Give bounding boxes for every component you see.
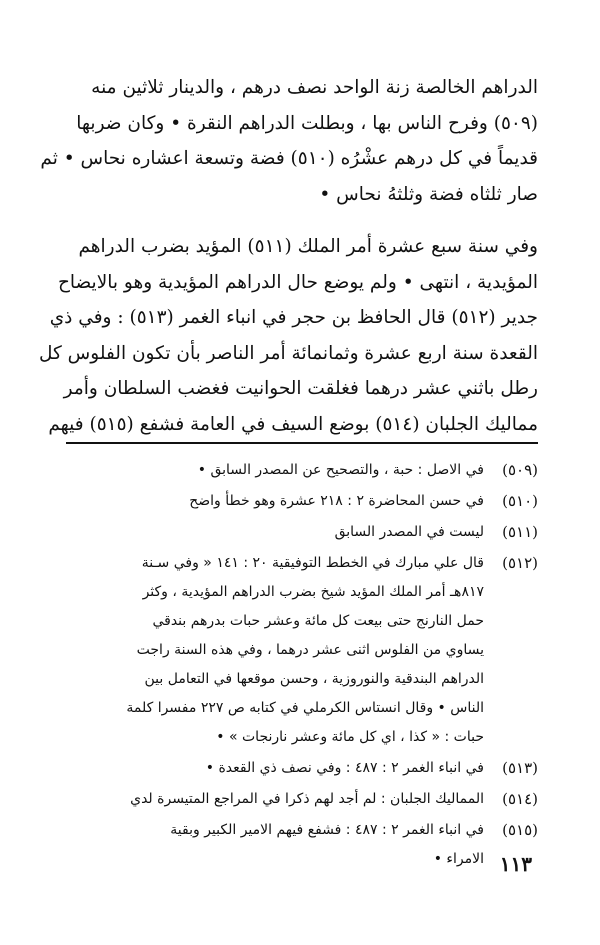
footnote-line: يساوي من الفلوس اثنى عشر درهما ، وفي هذه السنة راجت — [136, 642, 484, 658]
text-line: وفي سنة سبع عشرة أمر الملك (٥١١) المؤيد بضرب الدراهم — [78, 236, 538, 257]
footnote-number: (٥١٤) — [502, 790, 538, 808]
paragraph-1 — [40, 70, 538, 212]
footnote-line: الناس • وقال انستاس الكرملي في كتابه ص ٢٢٧ مفسرا كلمة — [126, 700, 484, 716]
footnote-line: قال علي مبارك في الخطط التوفيقية ٢٠ : ١٤١ « وفي سـنة — [141, 555, 484, 571]
footnote-509 — [66, 456, 538, 485]
footnote-513 — [66, 754, 538, 783]
footnote-line: ٨١٧هـ أمر الملك المؤيد شيخ بضرب الدراهم المؤيدية ، وكثر — [142, 584, 484, 600]
text-line: صار ثلثاه فضة وثلثهُ نحاس • — [319, 183, 538, 205]
footnote-line: حبات : « كذا ، اي كل مائة وعشر نارنجات » • — [216, 729, 484, 745]
footnote-number: (٥٠٩) — [502, 461, 538, 479]
footnote-text — [66, 785, 484, 814]
text-line: المؤيدية ، انتهى • ولم يوضع حال الدراهم المؤيدية وهو بالايضاح — [57, 271, 538, 293]
footnote-512 — [66, 549, 538, 752]
text-line: قديماً في كل درهم عشْرُه (٥١٠) فضة وتسعة اعشاره نحاس • ثم — [40, 148, 538, 169]
text-line: جدير (٥١٢) قال الحافظ بن حجر في انباء الغمر (٥١٣) : وفي ذي — [49, 307, 538, 328]
footnote-line: الدراهم البندقية والنوروزية ، وحسن موقعها في التعامل بين — [144, 671, 484, 687]
footnote-text — [66, 754, 484, 783]
footnote-text — [66, 518, 484, 547]
text-line: مماليك الجلبان (٥١٤) بوضع السيف في العامة فشفع (٥١٥) فيهم — [48, 413, 538, 435]
footnote-text — [66, 549, 484, 752]
footnote-number: (٥١٥) — [502, 821, 538, 839]
paragraph-2 — [38, 229, 538, 442]
footnote-line: في انباء الغمر ٢ : ٤٨٧ : وفي نصف ذي القعدة • — [205, 760, 484, 776]
footnote-line: المماليك الجلبان : لم أجد لهم ذكرا في المراجع المتيسرة لدي — [130, 791, 484, 807]
footnote-text — [66, 816, 484, 874]
footnote-number: (٥١٢) — [502, 554, 538, 572]
text-line: القعدة سنة اربع عشرة وثمانمائة أمر الناصر بأن تكون الفلوس كل — [38, 342, 538, 364]
text-line: رطل باثني عشر درهما فغلقت الحوانيت فغضب السلطان وأمر — [63, 378, 538, 399]
footnote-text — [66, 487, 484, 516]
main-text-block — [38, 70, 538, 442]
footnote-line: ليست في المصدر السابق — [334, 524, 484, 540]
footnote-line: في انباء الغمر ٢ : ٤٨٧ : فشفع فيهم الامير الكبير وبقية — [170, 822, 484, 838]
paragraph-spacer — [66, 212, 538, 229]
footnote-515 — [66, 816, 538, 874]
page-number: ١١٣ — [499, 852, 532, 876]
footnote-line: في حسن المحاضرة ٢ : ٢١٨ عشرة وهو خطأ واضح — [189, 493, 484, 509]
footnotes-section — [66, 456, 538, 876]
footnote-text — [66, 456, 484, 485]
footnote-510 — [66, 487, 538, 516]
footnote-514 — [66, 785, 538, 814]
footnote-line: في الاصل : حبة ، والتصحيح عن المصدر السابق • — [197, 462, 484, 478]
footnote-line: الامراء • — [433, 851, 484, 867]
footnote-separator — [66, 442, 538, 444]
footnote-511 — [66, 518, 538, 547]
footnote-number: (٥١٠) — [502, 492, 538, 510]
footnote-number: (٥١١) — [502, 523, 538, 541]
text-line: (٥٠٩) وفرح الناس بها ، وبطلت الدراهم النقرة • وكان ضربها — [76, 112, 538, 134]
text-line: الدراهم الخالصة زنة الواحد نصف درهم ، والدينار ثلاثين منه — [91, 77, 538, 98]
footnote-number: (٥١٣) — [502, 759, 538, 777]
footnote-line: حمل النارنج حتى بيعت كل مائة وعشر حبات بدرهم بندقي — [152, 613, 484, 629]
